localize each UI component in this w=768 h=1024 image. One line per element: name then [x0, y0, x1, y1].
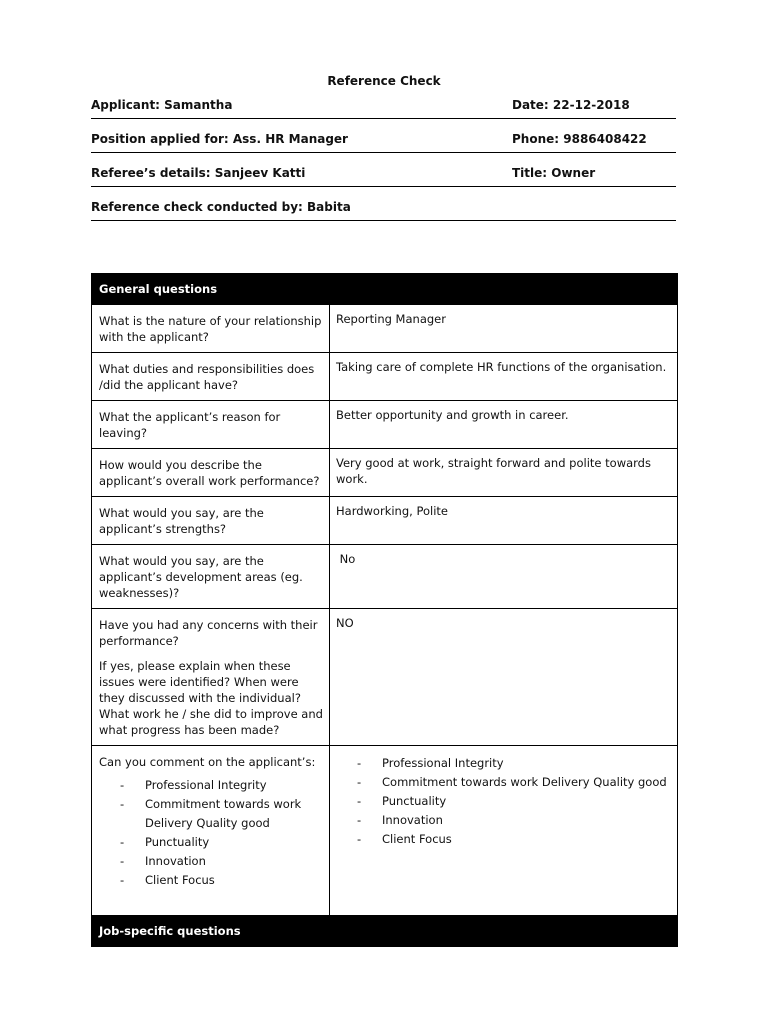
table-row: [92, 609, 678, 746]
applicant-field: Applicant: Samantha: [91, 98, 233, 112]
conducted-by-field: Reference check conducted by: Babita: [91, 200, 351, 214]
applicant-row: [91, 98, 676, 119]
list-item: - Commitment towards work Delivery Quality good: [336, 773, 671, 792]
table-row: [92, 305, 678, 353]
position-row: [91, 132, 676, 153]
list-item: - Punctuality: [336, 792, 671, 811]
question-cell: How would you describe the applicant’s overall work performance?: [92, 449, 330, 497]
document-title: Reference Check: [327, 74, 441, 88]
table-row: [92, 497, 678, 545]
answer-cell: NO: [330, 609, 678, 746]
table-row: [92, 545, 678, 609]
question-list: [99, 776, 323, 890]
answer-cell: [330, 746, 678, 916]
section-header-general: [92, 274, 678, 305]
table-row: [92, 401, 678, 449]
list-item: - Client Focus: [336, 830, 671, 849]
answer-cell: Taking care of complete HR functions of the organisation.: [330, 353, 678, 401]
question-followup-text: If yes, please explain when these issues were identified? When were they discussed with the individual? What work he / she did to improve and what progress has been made?: [99, 659, 323, 737]
question-cell: What would you say, are the applicant’s strengths?: [92, 497, 330, 545]
answer-list: [336, 754, 671, 849]
question-cell: [92, 746, 330, 916]
question-cell: What would you say, are the applicant’s development areas (eg. weaknesses)?: [92, 545, 330, 609]
question-cell: What duties and responsibilities does /did the applicant have?: [92, 353, 330, 401]
question-text: Can you comment on the applicant’s:: [99, 755, 316, 769]
list-item: - Punctuality: [99, 833, 323, 852]
answer-cell: Reporting Manager: [330, 305, 678, 353]
list-item: - Client Focus: [99, 871, 323, 890]
phone-field: Phone: 9886408422: [512, 132, 647, 146]
question-cell: [92, 609, 330, 746]
table-row: [92, 449, 678, 497]
position-field: Position applied for: Ass. HR Manager: [91, 132, 348, 146]
table-row: [92, 353, 678, 401]
list-item: - Innovation: [336, 811, 671, 830]
section-title-job: Job-specific questions: [92, 916, 678, 947]
answer-cell: Better opportunity and growth in career.: [330, 401, 678, 449]
questions-table: [91, 273, 678, 947]
section-header-job: [92, 916, 678, 947]
list-item: - Commitment towards work Delivery Quality good: [99, 795, 323, 833]
question-cell: What is the nature of your relationship with the applicant?: [92, 305, 330, 353]
question-text: Have you had any concerns with their performance?: [99, 618, 318, 648]
list-item: - Professional Integrity: [99, 776, 323, 795]
referee-title-field: Title: Owner: [512, 166, 596, 180]
referee-field: Referee’s details: Sanjeev Katti: [91, 166, 306, 180]
answer-cell: No: [330, 545, 678, 609]
conducted-by-row: [91, 200, 676, 221]
question-cell: What the applicant’s reason for leaving?: [92, 401, 330, 449]
list-item: - Professional Integrity: [336, 754, 671, 773]
section-title-general: General questions: [92, 274, 678, 305]
referee-row: [91, 166, 676, 187]
table-row: [92, 746, 678, 916]
answer-cell: Very good at work, straight forward and polite towards work.: [330, 449, 678, 497]
list-item: - Innovation: [99, 852, 323, 871]
date-field: Date: 22-12-2018: [512, 98, 630, 112]
answer-cell: Hardworking, Polite: [330, 497, 678, 545]
